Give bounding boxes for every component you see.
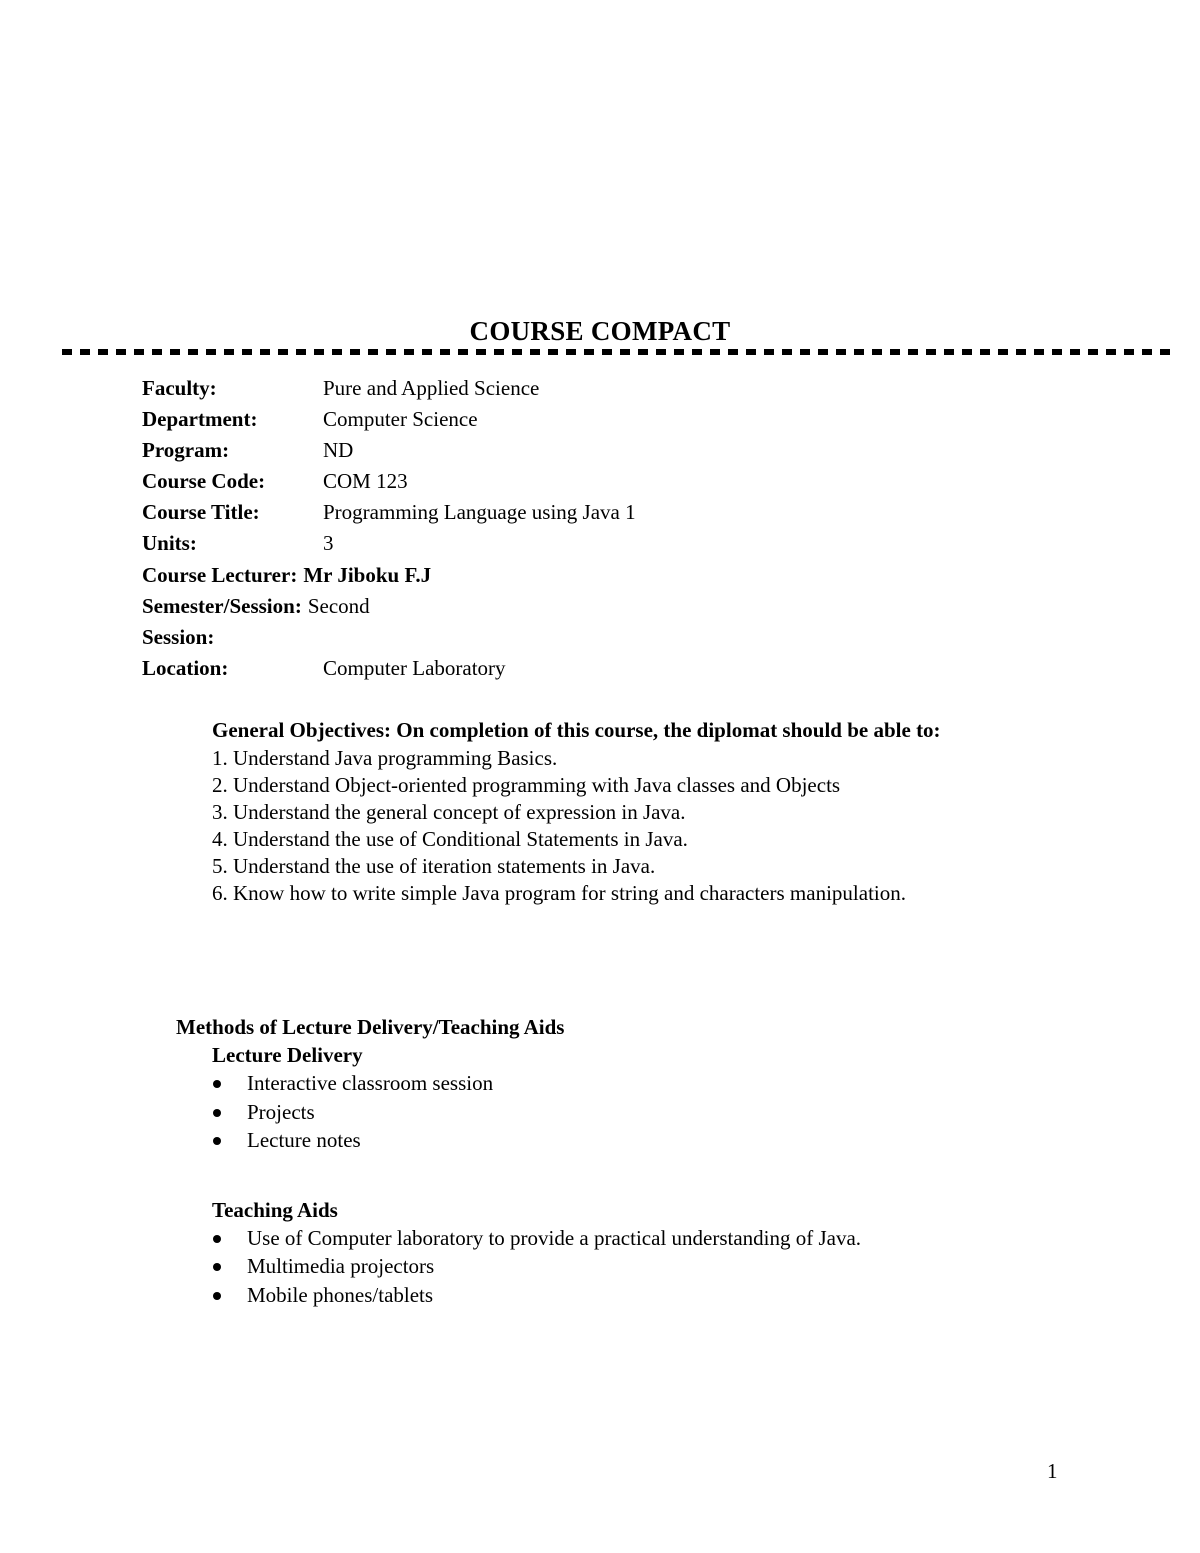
document-title: COURSE COMPACT (469, 316, 731, 346)
bullet-icon (213, 1235, 221, 1243)
info-value: 3 (323, 531, 334, 556)
bullet-icon (213, 1080, 221, 1088)
list-item (212, 1252, 861, 1281)
info-value: Computer Laboratory (323, 655, 506, 680)
bullet-icon (213, 1292, 221, 1300)
info-row-semester (142, 591, 636, 622)
lecture-delivery-heading: Lecture Delivery (212, 1043, 363, 1067)
list-item (212, 1224, 861, 1253)
info-label: Location: (142, 655, 229, 680)
info-label: Course Code: (142, 469, 266, 494)
info-value: COM 123 (323, 469, 408, 494)
bullet-icon (213, 1109, 221, 1117)
info-row-course-title (142, 497, 636, 528)
info-row-course-lecturer (142, 560, 636, 591)
list-item-text: Lecture notes (247, 1128, 361, 1152)
list-item (212, 1098, 861, 1127)
objectives-heading: General Objectives: On completion of this course, the diplomat should be able to: (212, 718, 941, 742)
general-objectives (212, 715, 941, 907)
objective-item: 5. Understand the use of iteration statements in Java. (212, 854, 656, 878)
objective-item: 3. Understand the general concept of expression in Java. (212, 800, 686, 824)
list-item-text: Use of Computer laboratory to provide a practical understanding of Java. (247, 1225, 862, 1250)
methods-heading: Methods of Lecture Delivery/Teaching Aids (176, 1015, 565, 1039)
info-value: Pure and Applied Science (323, 376, 540, 400)
info-row-session (142, 622, 636, 653)
info-label: Session: (142, 624, 215, 649)
info-row-faculty (142, 373, 636, 404)
info-row-location (142, 653, 636, 684)
info-row-program (142, 435, 636, 466)
course-info (142, 373, 636, 684)
info-label: Department: (142, 407, 258, 432)
lecture-delivery-list (212, 1069, 861, 1155)
teaching-aids-list (212, 1224, 861, 1310)
info-row-course-code (142, 466, 636, 497)
info-label: Course Title: (142, 500, 260, 525)
info-value: Second (307, 593, 370, 618)
dashed-divider (62, 349, 1172, 355)
info-label: Program: (142, 438, 230, 463)
list-item (212, 1126, 861, 1155)
lecture-delivery-section (212, 1041, 861, 1155)
objective-item: 2. Understand Object-oriented programming with Java classes and Objects (212, 773, 841, 797)
list-item-text: Interactive classroom session (247, 1071, 494, 1095)
objective-item: 6. Know how to write simple Java program for string and characters manipulation. (212, 881, 906, 905)
info-label: Course Lecturer: (142, 562, 298, 587)
teaching-aids-section (212, 1196, 861, 1310)
teaching-aids-heading: Teaching Aids (212, 1197, 338, 1222)
list-item-text: Mobile phones/tablets (247, 1282, 434, 1307)
info-row-units (142, 528, 636, 559)
info-value: Computer Science (323, 407, 478, 432)
list-item (212, 1069, 861, 1098)
info-label: Faculty: (142, 376, 217, 400)
methods-section (176, 1013, 861, 1309)
info-label: Units: (142, 531, 197, 556)
info-value: Programming Language using Java 1 (323, 500, 636, 525)
objective-item: 1. Understand Java programming Basics. (212, 746, 558, 770)
list-item-text: Multimedia projectors (247, 1254, 435, 1278)
list-item (212, 1281, 861, 1310)
info-value: ND (323, 438, 354, 463)
bullet-icon (213, 1263, 221, 1271)
bullet-icon (213, 1137, 221, 1145)
page-number: 1 (1047, 1459, 1058, 1483)
info-value: Mr Jiboku F.J (303, 562, 432, 587)
objective-item: 4. Understand the use of Conditional Statements in Java. (212, 827, 688, 851)
list-item-text: Projects (247, 1099, 315, 1124)
info-label: Semester/Session: (142, 593, 302, 618)
info-row-department (142, 404, 636, 435)
